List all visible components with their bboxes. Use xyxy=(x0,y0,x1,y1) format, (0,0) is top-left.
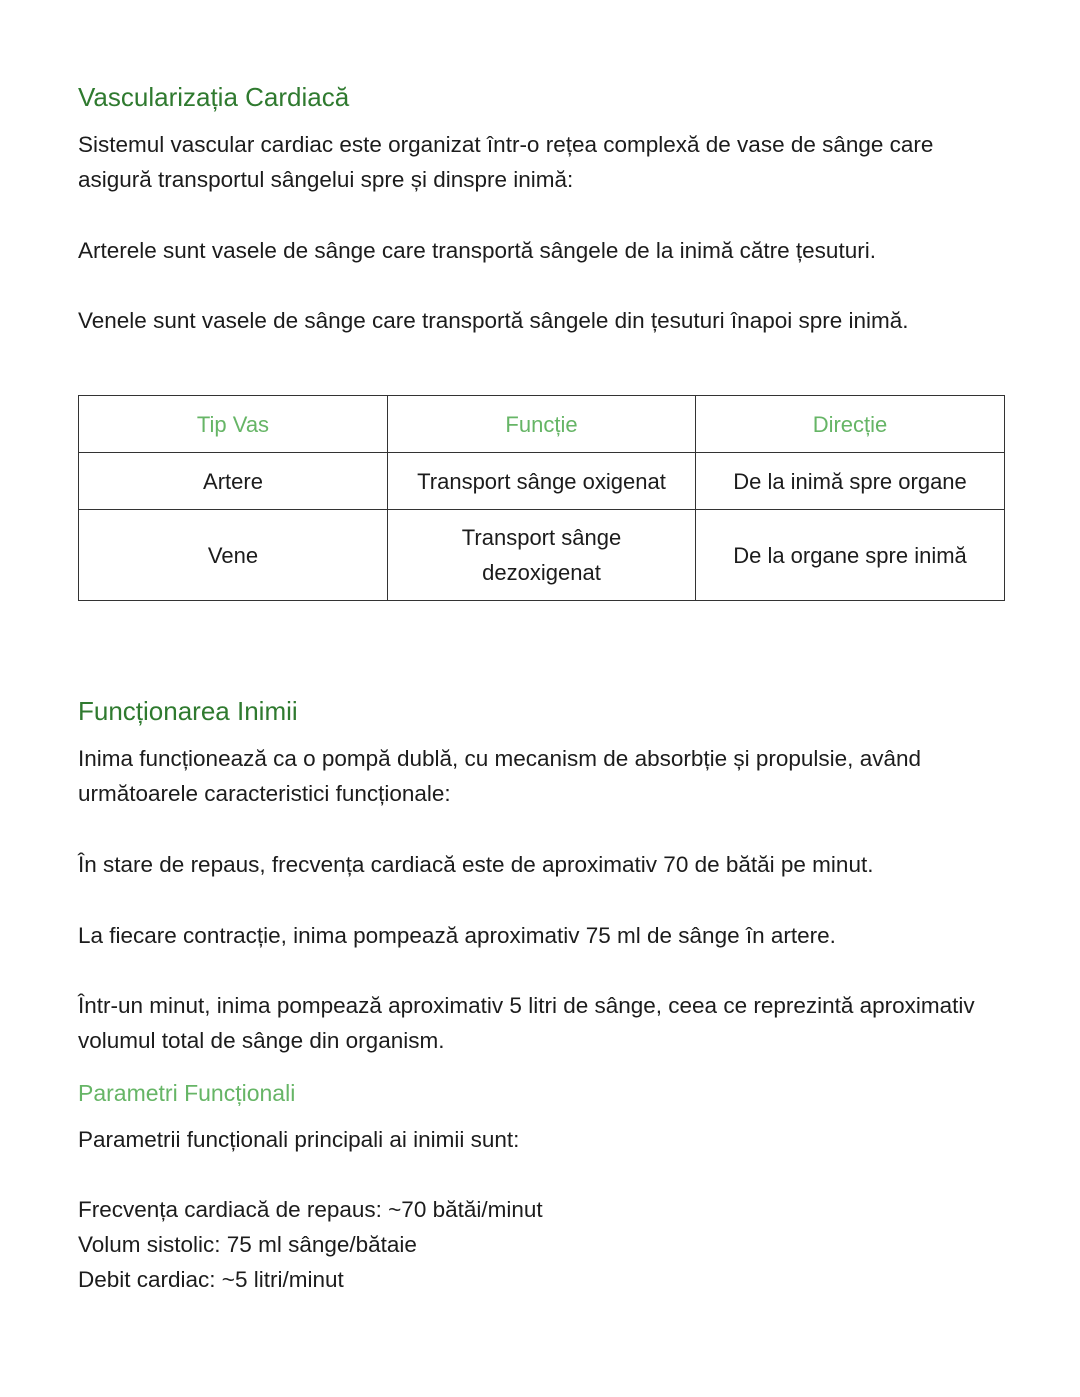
vessel-table xyxy=(78,395,1005,601)
table-cell: Vene xyxy=(79,510,388,601)
paragraph-veins: Venele sunt vasele de sânge care transportă sângele din țesuturi înapoi spre inimă. xyxy=(78,308,909,333)
paragraph-heart-rate: În stare de repaus, frecvența cardiacă este de aproximativ 70 de bătăi pe minut. xyxy=(78,852,874,877)
paragraph-cardiac-output: Într-un minut, inima pompează aproximativ 5 litri de sânge, ceea ce reprezintă aproximativ volumul total de sânge din organism. xyxy=(78,993,975,1053)
table-cell: De la organe spre inimă xyxy=(696,510,1005,601)
table-cell: Transport sânge oxigenat xyxy=(388,453,696,510)
subsection-title-parameters: Parametri Funcționali xyxy=(78,1080,296,1106)
section-title-heart-function: Funcționarea Inimii xyxy=(78,696,298,726)
paragraph-parameters-intro: Parametrii funcționali principali ai inimii sunt: xyxy=(78,1127,520,1152)
list-item: Volum sistolic: 75 ml sânge/bătaie xyxy=(78,1232,417,1257)
table-row xyxy=(79,453,1005,510)
table-header-row xyxy=(79,396,1005,453)
table-cell: Transport sânge dezoxigenat xyxy=(388,510,696,601)
paragraph-vascular-intro: Sistemul vascular cardiac este organizat într-o rețea complexă de vase de sânge care asigură transportul sângelui spre și dinspre inimă: xyxy=(78,132,934,192)
paragraph-stroke-volume: La fiecare contracție, inima pompează aproximativ 75 ml de sânge în artere. xyxy=(78,923,836,948)
section-title-vascularization: Vascularizația Cardiacă xyxy=(78,82,350,112)
table-cell: Artere xyxy=(79,453,388,510)
paragraph-arteries: Arterele sunt vasele de sânge care transportă sângele de la inimă către țesuturi. xyxy=(78,238,876,263)
table-row xyxy=(79,510,1005,601)
table-header-cell: Funcție xyxy=(388,396,696,453)
list-item: Debit cardiac: ~5 litri/minut xyxy=(78,1267,344,1292)
table-cell: De la inimă spre organe xyxy=(696,453,1005,510)
list-item: Frecvența cardiacă de repaus: ~70 bătăi/minut xyxy=(78,1197,543,1222)
paragraph-heart-intro: Inima funcționează ca o pompă dublă, cu mecanism de absorbție și propulsie, având următoarele caracteristici funcționale: xyxy=(78,746,921,806)
table-header-cell: Tip Vas xyxy=(79,396,388,453)
table-header-cell: Direcție xyxy=(696,396,1005,453)
parameter-list xyxy=(78,1192,543,1297)
